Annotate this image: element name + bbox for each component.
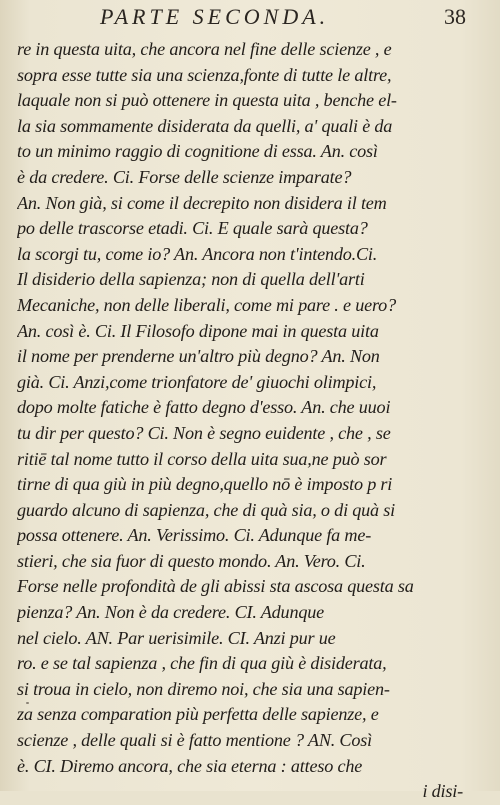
text-line: è. CI. Diremo ancora, che sia eterna : atteso che — [17, 755, 363, 776]
text-line: Forse nelle profondità de gli abissi sta ascosa questa sa — [17, 576, 414, 597]
text-line: stieri, che sia fuor di questo mondo. An. Vero. Ci. — [17, 550, 366, 571]
text-line: za senza comparation più perfetta delle sapienze, e — [17, 704, 379, 725]
text-line: An. Non già, si come il decrepito non disidera il tem — [17, 192, 387, 213]
page-number: 38 — [444, 4, 466, 29]
page-header — [40, 4, 470, 34]
text-line: il nome per prenderne un'altro più degno? An. Non — [17, 346, 380, 367]
text-line: è da credere. Ci. Forse delle scienze imparate? — [17, 166, 352, 187]
text-line: tu dir per questo? Ci. Non è segno euidente , che , se — [17, 422, 391, 443]
text-line: re in questa uita, che ancora nel fine delle scienze , e — [17, 39, 392, 59]
text-line: tirne di qua giù in più degno,quello nō è imposto p ri — [17, 474, 393, 495]
text-line: la sia sommamente disiderata da quelli, a' quali è da — [17, 115, 393, 136]
text-line: Il disiderio della sapienza; non di quella dell'arti — [17, 269, 365, 290]
text-line: to un minimo raggio di cognitione di essa. An. così — [17, 141, 378, 162]
text-line: ro. e se tal sapienza , che fin di qua giù è disiderata, — [17, 653, 387, 674]
text-line: nel cielo. AN. Par uerisimile. CI. Anzi pur ue — [17, 627, 336, 648]
ink-speck — [26, 702, 29, 704]
catchword: i disi- — [422, 781, 463, 802]
text-line: dopo molte fatiche è fatto degno d'esso. An. che uuoi — [17, 397, 391, 418]
text-line: ritiē tal nome tutto il corso della uita sua,ne può sor — [17, 448, 387, 469]
running-head: PARTE SECONDA. — [100, 4, 330, 29]
text-line: sopra esse tutte sia una scienza,fonte di tutte le altre, — [17, 64, 392, 85]
text-line: già. Ci. Anzi,come trionfatore de' giuochi olimpici, — [17, 371, 377, 392]
text-line: Mecaniche, non delle liberali, come mi pare . e uero? — [17, 294, 396, 315]
text-line: pienza? An. Non è da credere. CI. Adunque — [17, 602, 324, 623]
text-line: si troua in cielo, non diremo noi, che sia una sapien- — [17, 678, 390, 699]
text-line: po delle trascorse etadi. Ci. E quale sarà questa? — [17, 218, 368, 239]
text-line: An. così è. Ci. Il Filosofo dipone mai in questa uita — [17, 320, 379, 341]
text-line: possa ottenere. An. Verissimo. Ci. Adunque fa me- — [17, 525, 372, 546]
text-line: la scorgi tu, come io? An. Ancora non t'intendo.Ci. — [17, 243, 378, 264]
body-text — [17, 37, 477, 805]
text-line: scienze , delle quali si è fatto mentione ? AN. Così — [17, 730, 372, 751]
text-line: guardo alcuno di sapienza, che di quà sia, o di quà si — [17, 499, 396, 520]
text-line: laquale non si può ottenere in questa uita , benche el- — [17, 90, 397, 111]
